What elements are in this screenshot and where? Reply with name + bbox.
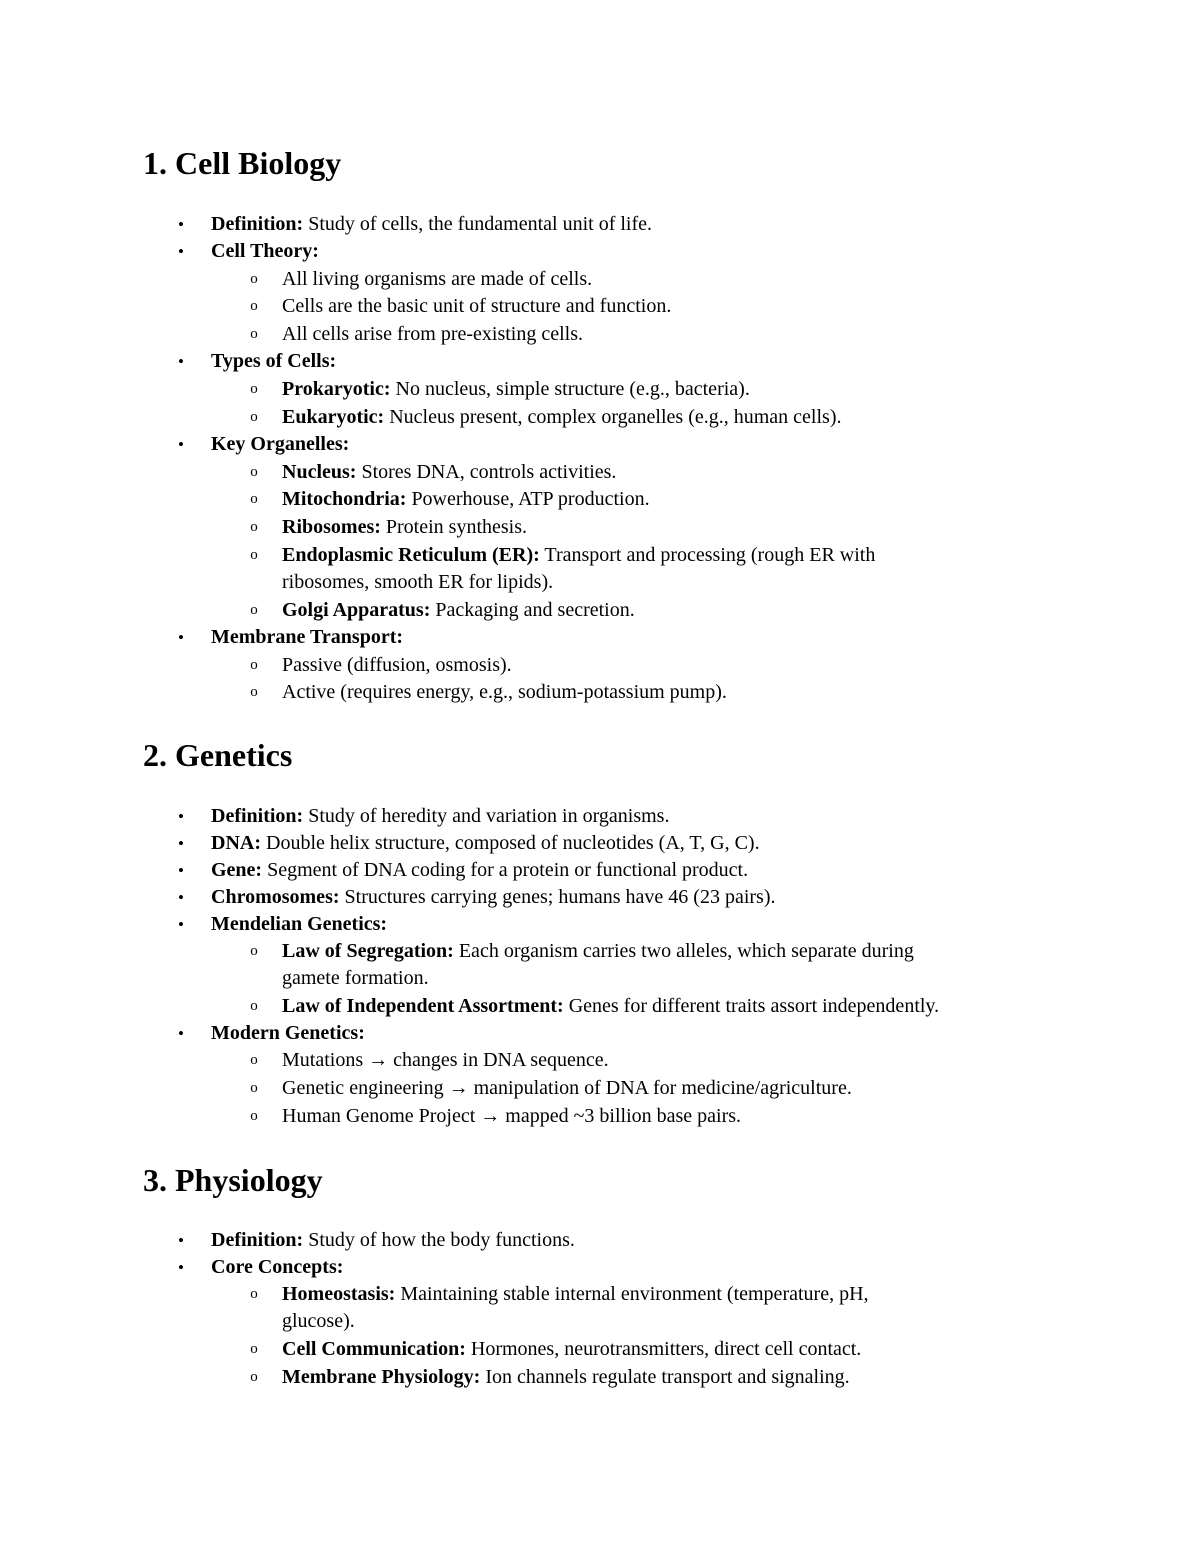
sub-bullet-icon: o [250,684,258,700]
sub-bullet-icon: o [250,1080,258,1096]
sub-bullet-icon: o [250,271,258,287]
sub-list-item: Genetic engineering → manipulation of DNA for medicine/agriculture. [282,1077,852,1099]
list-item: Core Concepts: [211,1256,344,1278]
sub-bullet-icon: o [250,943,258,959]
sub-bullet-icon: o [250,657,258,673]
sub-bullet-icon: o [250,1341,258,1357]
sub-bullet-icon: o [250,602,258,618]
list-item: Key Organelles: [211,433,350,455]
list-item: DNA: Double helix structure, composed of nucleotides (A, T, G, C). [211,832,760,854]
sub-list-item: Active (requires energy, e.g., sodium-potassium pump). [282,681,727,703]
bullet-icon: • [178,628,184,647]
sub-list-item: Cell Communication: Hormones, neurotransmitters, direct cell contact. [282,1338,862,1360]
section-title-cell-biology: 1. Cell Biology [143,145,342,181]
sub-bullet-icon: o [250,409,258,425]
sub-list-item: Prokaryotic: No nucleus, simple structure (e.g., bacteria). [282,378,750,400]
list-item: Definition: Study of how the body functions. [211,1229,575,1251]
sub-list-item: Ribosomes: Protein synthesis. [282,516,528,538]
list-item: Gene: Segment of DNA coding for a protein or functional product. [211,859,749,881]
sub-list-item: Eukaryotic: Nucleus present, complex organelles (e.g., human cells). [282,406,842,428]
sub-list-item: Cells are the basic unit of structure and function. [282,295,672,317]
list-item: Modern Genetics: [211,1022,365,1044]
sub-list-item: Membrane Physiology: Ion channels regulate transport and signaling. [282,1366,850,1388]
sub-list-item: Mitochondria: Powerhouse, ATP production. [282,488,650,510]
list-item: Membrane Transport: [211,626,404,648]
sub-bullet-icon: o [250,547,258,563]
sub-bullet-icon: o [250,1286,258,1302]
sub-list-item: Passive (diffusion, osmosis). [282,654,512,676]
sub-list-item: Nucleus: Stores DNA, controls activities. [282,461,617,483]
sub-list-item: Law of Independent Assortment: Genes for different traits assort independently. [282,995,940,1017]
sub-list-item-continuation: gamete formation. [282,967,429,989]
bullet-icon: • [178,915,184,934]
list-item: Definition: Study of heredity and variation in organisms. [211,805,670,827]
sub-bullet-icon: o [250,1108,258,1124]
bullet-icon: • [178,1231,184,1250]
list-item: Cell Theory: [211,240,319,262]
list-item: Chromosomes: Structures carrying genes; humans have 46 (23 pairs). [211,886,776,908]
sub-list-item-continuation: ribosomes, smooth ER for lipids). [282,571,554,593]
bullet-icon: • [178,861,184,880]
bullet-icon: • [178,435,184,454]
sub-bullet-icon: o [250,998,258,1014]
bullet-icon: • [178,1258,184,1277]
sub-list-item: Mutations → changes in DNA sequence. [282,1049,609,1071]
sub-list-item: Homeostasis: Maintaining stable internal environment (temperature, pH, [282,1283,869,1305]
sub-list-item: Law of Segregation: Each organism carries two alleles, which separate during [282,940,914,962]
bullet-icon: • [178,888,184,907]
section-title-physiology: 3. Physiology [143,1162,323,1198]
list-item: Mendelian Genetics: [211,913,388,935]
sub-bullet-icon: o [250,1369,258,1385]
bullet-icon: • [178,215,184,234]
bullet-icon: • [178,834,184,853]
sub-list-item: All living organisms are made of cells. [282,268,593,290]
list-item: Definition: Study of cells, the fundamental unit of life. [211,213,653,235]
bullet-icon: • [178,1024,184,1043]
sub-bullet-icon: o [250,464,258,480]
bullet-icon: • [178,807,184,826]
list-item: Types of Cells: [211,350,337,372]
sub-bullet-icon: o [250,491,258,507]
sub-bullet-icon: o [250,1052,258,1068]
sub-bullet-icon: o [250,519,258,535]
sub-list-item: Human Genome Project → mapped ~3 billion base pairs. [282,1105,742,1127]
bullet-icon: • [178,242,184,261]
sub-bullet-icon: o [250,326,258,342]
sub-bullet-icon: o [250,381,258,397]
bullet-icon: • [178,352,184,371]
sub-list-item: Endoplasmic Reticulum (ER): Transport and processing (rough ER with [282,544,876,566]
sub-list-item-continuation: glucose). [282,1310,355,1332]
sub-list-item: All cells arise from pre-existing cells. [282,323,584,345]
sub-bullet-icon: o [250,298,258,314]
sub-list-item: Golgi Apparatus: Packaging and secretion. [282,599,635,621]
section-title-genetics: 2. Genetics [143,737,293,773]
